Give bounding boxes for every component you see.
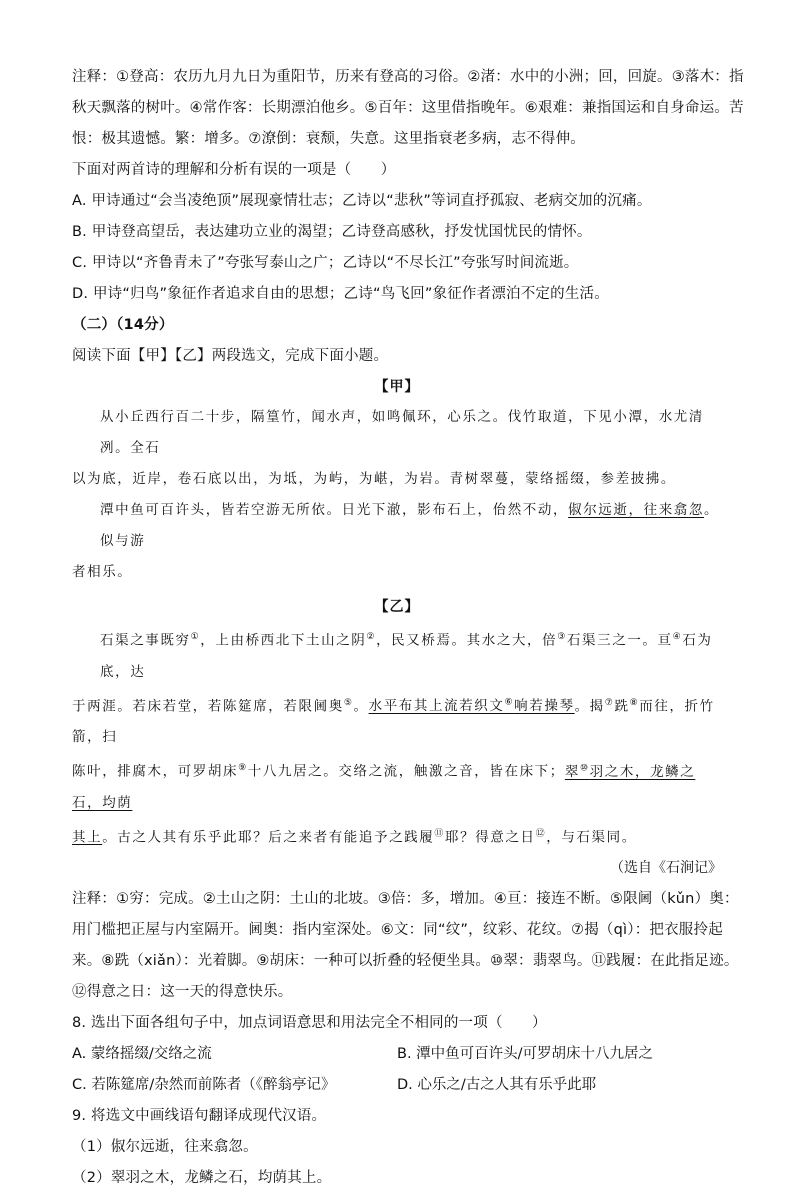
sub-question-2: （2）翠羽之木，龙鳞之石，均荫其上。 xyxy=(72,1170,332,1186)
footnote-marker: ① xyxy=(190,632,201,642)
option-d: D. 心乐之/古之人其有乐乎此耶 xyxy=(397,1077,597,1093)
note-line: 来。⑧跣（xiǎn）：光着脚。⑨胡床：一种可以折叠的轻便坐具。⑩翠：翡翠鸟。⑪践履：在此指足迹。 xyxy=(72,953,739,969)
passage-line xyxy=(72,753,722,819)
option-c: C. 甲诗以“齐鲁青未了”夸张写泰山之广；乙诗以“不尽长江”夸张写时间流逝。 xyxy=(72,255,579,271)
text-span: 。 xyxy=(353,698,369,714)
note-line: 用门槛把正屋与内室隔开。阃奥：指内室深处。⑥文：同“纹”，纹彩、花纹。⑦揭（qì）：把衣服拎起 xyxy=(72,922,723,938)
passage-notes xyxy=(72,884,739,1008)
passage-jia xyxy=(72,372,722,588)
underlined-sentence xyxy=(369,698,575,714)
option-row xyxy=(72,1039,722,1070)
text-span: 而往，折竹箭，扫 xyxy=(72,698,715,745)
passage-line: 以为底，近岸，卷石底以出，为坻，为屿，为嵁，为岩。青树翠蔓，蒙络摇缀，参差披拂。 xyxy=(72,471,676,487)
text-span: 。古之人其有乐乎此耶？后之来者有能追予之践履 xyxy=(102,829,435,845)
option-b: B. 甲诗登高望岳，表达建功立业的渴望；乙诗登高感秋，抒发忧国忧民的情怀。 xyxy=(72,224,592,240)
text-span: 潭中鱼可百许头，皆若空游无所依。日光下澈，影布石上，佁然不动， xyxy=(100,502,569,518)
passage-line xyxy=(72,688,722,754)
sub-question-1: （1）俶尔远逝，往来翕忽。 xyxy=(72,1139,258,1155)
text-span: 十八九居之。交络之流，触激之音，皆在床下； xyxy=(247,763,565,780)
passage-line xyxy=(72,495,722,557)
text-span: 于两涯。若床若堂，若陈筵席，若限阃奥 xyxy=(72,698,344,714)
text-span: 翠 xyxy=(564,763,580,780)
underlined-sentence: 俶尔远逝，往来翕忽 xyxy=(568,502,705,518)
note-line: ⑫得意之日：这一天的得意快乐。 xyxy=(72,984,293,1000)
text-span: 。揭 xyxy=(574,698,605,714)
text-span: 石渠三之一。亘 xyxy=(566,632,673,649)
text-span: 陈叶，排腐木，可罗胡床 xyxy=(72,763,239,780)
note-line: 注释：①登高：农历九月九日为重阳节，历来有登高的习俗。②渚：水中的小洲；回，回旋。③落木：指 xyxy=(72,69,744,85)
underlined-sentence: 其上 xyxy=(72,829,103,845)
text-span: 羽之木，龙鳞之石，均荫 xyxy=(72,763,696,811)
text-span: 。似与游 xyxy=(100,502,720,549)
footnote-marker: ⑧ xyxy=(629,697,640,708)
footnote-marker: ⑨ xyxy=(238,763,248,773)
text-span: 石为底，达 xyxy=(100,632,713,680)
footnote-marker: ⑪ xyxy=(434,828,446,839)
text-span: ，民又桥焉。其水之大，倍 xyxy=(376,632,558,649)
passage-line: 从小丘西行百二十步，隔篁竹，闻水声，如鸣佩环，心乐之。伐竹取道，下见小潭，水尤清冽。全石 xyxy=(100,409,704,456)
passage-title-yi: 【乙】 xyxy=(374,599,420,615)
question-stem: 8. 选出下面各组句子中，加点词语意思和用法完全不相同的一项（ ） xyxy=(72,1015,547,1031)
note-line: 秋天飘落的树叶。④常作客：长期漂泊他乡。⑤百年：这里借指晚年。⑥艰难：兼指国运和自身命运。苦 xyxy=(72,100,744,116)
question-stem: 9. 将选文中画线语句翻译成现代汉语。 xyxy=(72,1108,327,1124)
passage-title-jia: 【甲】 xyxy=(374,379,420,395)
text-span: ，上由桥西北下土山之阴 xyxy=(200,632,367,649)
footnote-marker: ③ xyxy=(557,632,567,642)
text-span: 水平布其上流若织文 xyxy=(368,698,505,714)
text-span: 石渠之事既穷 xyxy=(100,632,191,649)
footnote-marker: ⑫ xyxy=(535,828,547,839)
poem-notes xyxy=(72,62,744,155)
document-page xyxy=(72,62,744,1194)
text-span: ，与石渠同。 xyxy=(546,829,637,845)
option-d: D. 甲诗“归鸟”象征作者追求自由的思想；乙诗“鸟飞回”象征作者漂泊不定的生活。 xyxy=(72,286,609,302)
footnote-marker: ② xyxy=(366,632,377,642)
option-b: B. 潭中鱼可百许头/可罗胡床十八九居之 xyxy=(397,1046,654,1062)
section-heading: （二）（14分） xyxy=(72,317,174,333)
question-9 xyxy=(72,1101,722,1194)
option-a: A. 甲诗通过“会当凌绝顶”展现豪情壮志；乙诗以“悲秋”等词直抒孤寂、老病交加的沉痛。 xyxy=(72,193,652,209)
section-intro: 阅读下面【甲】【乙】两段选文，完成下面小题。 xyxy=(72,348,389,364)
passage-yi xyxy=(72,592,722,884)
question-7 xyxy=(72,155,722,310)
option-row xyxy=(72,1070,722,1101)
text-span: 耶？得意之日 xyxy=(445,829,536,845)
passage-line xyxy=(72,622,722,688)
footnote-marker: ⑩ xyxy=(580,763,590,773)
option-a: A. 蒙络摇缀/交络之流 xyxy=(72,1046,212,1062)
option-c: C. 若陈筵席/杂然而前陈者（《醉翁亭记》 xyxy=(72,1077,336,1093)
footnote-marker: ⑦ xyxy=(604,697,615,708)
footnote-marker: ⑤ xyxy=(343,697,354,708)
question-8 xyxy=(72,1008,722,1101)
footnote-marker: ⑥ xyxy=(504,697,515,708)
note-line: 恨：极其遗憾。繁：增多。⑦潦倒：衰颓，失意。这里指衰老多病，志不得伸。 xyxy=(72,131,585,147)
passage-source: （选自《石涧记》 xyxy=(610,860,722,876)
text-span: 响若操琴 xyxy=(514,698,575,714)
passage-line: 者相乐。 xyxy=(72,564,133,580)
passage-line xyxy=(72,819,722,854)
note-line: 注释：①穷：完成。②土山之阴：土山的北坡。③倍：多，增加。④亘：接连不断。⑤限阃（kǔn）奥： xyxy=(72,891,739,907)
text-span: 跣 xyxy=(614,698,630,714)
footnote-marker: ④ xyxy=(672,632,683,642)
question-stem: 下面对两首诗的理解和分析有误的一项是（ ） xyxy=(72,162,396,178)
